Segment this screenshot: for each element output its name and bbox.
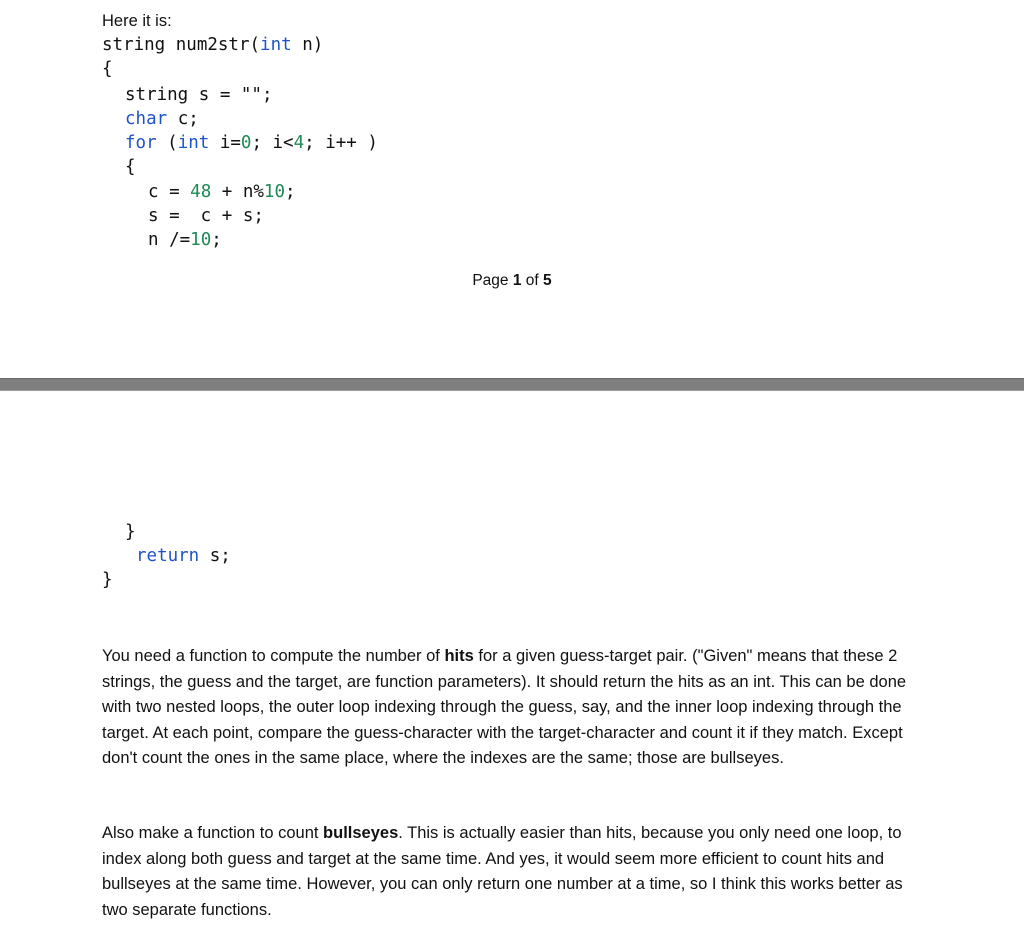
code-number: 10 (190, 230, 212, 250)
code-token: n) (291, 35, 324, 55)
para-text: Also make a function to count (102, 824, 324, 842)
code-open-brace: { (102, 59, 113, 79)
code-line-divide (148, 228, 222, 252)
paragraph-bullseyes (102, 821, 922, 923)
page-separator (0, 378, 1024, 391)
code-token: ( (156, 133, 178, 153)
code-token: ; (211, 230, 222, 250)
page-footer (0, 272, 1024, 290)
intro-text: Here it is: (102, 12, 172, 30)
code-number: 48 (190, 182, 212, 202)
code-token: i= (209, 133, 241, 153)
code-token: ; (285, 182, 296, 202)
para-bold-term: hits (444, 647, 474, 665)
code-token: string (125, 85, 189, 105)
document-page-2 (0, 391, 1024, 935)
para-bold-term: bullseyes (323, 824, 399, 842)
code-signature (102, 33, 323, 57)
code-token: string num2str( (102, 35, 261, 55)
code-line-assign-c (148, 180, 296, 204)
code-number: 10 (263, 182, 285, 202)
code-token: s; (199, 546, 231, 566)
code-line-for (125, 131, 378, 155)
code-token: n /= (148, 230, 191, 250)
code-close-brace: } (102, 570, 113, 590)
code-loop-open-brace: { (125, 157, 136, 177)
code-loop-close-brace: } (125, 522, 136, 542)
code-token: + n% (211, 182, 264, 202)
para-text: for a given guess-target pair. ("Given" means that these 2 strings, the guess and the target, are function parameters). It should return the hits as an int. This can be done with two nested loops, the outer loop indexing through the guess, say, and the inner loop indexing through the target. At each point, compare the guess-character with the target-character and count it if they match. Except don't count the ones in the same place, where the indexes are the same; those are bullseyes. (102, 647, 907, 767)
code-token: ; i< (251, 133, 294, 153)
code-keyword: char (125, 109, 168, 129)
footer-current-page: 1 (512, 272, 522, 289)
code-line-return (136, 544, 231, 568)
code-keyword: for (125, 133, 157, 153)
footer-page-word: Page (472, 272, 509, 289)
footer-total-pages: 5 (543, 272, 552, 289)
code-number: 4 (293, 133, 305, 153)
document-page-1 (0, 0, 1024, 378)
code-keyword: int (260, 35, 292, 55)
code-keyword: int (177, 133, 210, 153)
code-line-assign-s: s = c + s; (148, 206, 264, 226)
code-token: ; i++ ) (304, 133, 378, 153)
code-number: 0 (240, 133, 252, 153)
code-line-string (125, 83, 273, 107)
footer-of-word: of (525, 272, 539, 289)
code-keyword: return (136, 546, 200, 566)
paragraph-hits (102, 644, 922, 772)
para-text: . This is actually easier than hits, because you only need one loop, to index along both guess and target at the same time. And yes, it would seem more efficient to count hits and bullseyes at the same time. However, you can only return one number at a time, so I think this works better as two separate functions. (102, 824, 903, 919)
code-token: c; (167, 109, 199, 129)
code-token: s = ""; (188, 85, 273, 105)
para-text: You need a function to compute the number of (102, 647, 445, 665)
code-line-char (125, 107, 199, 131)
code-token: c = (148, 182, 191, 202)
